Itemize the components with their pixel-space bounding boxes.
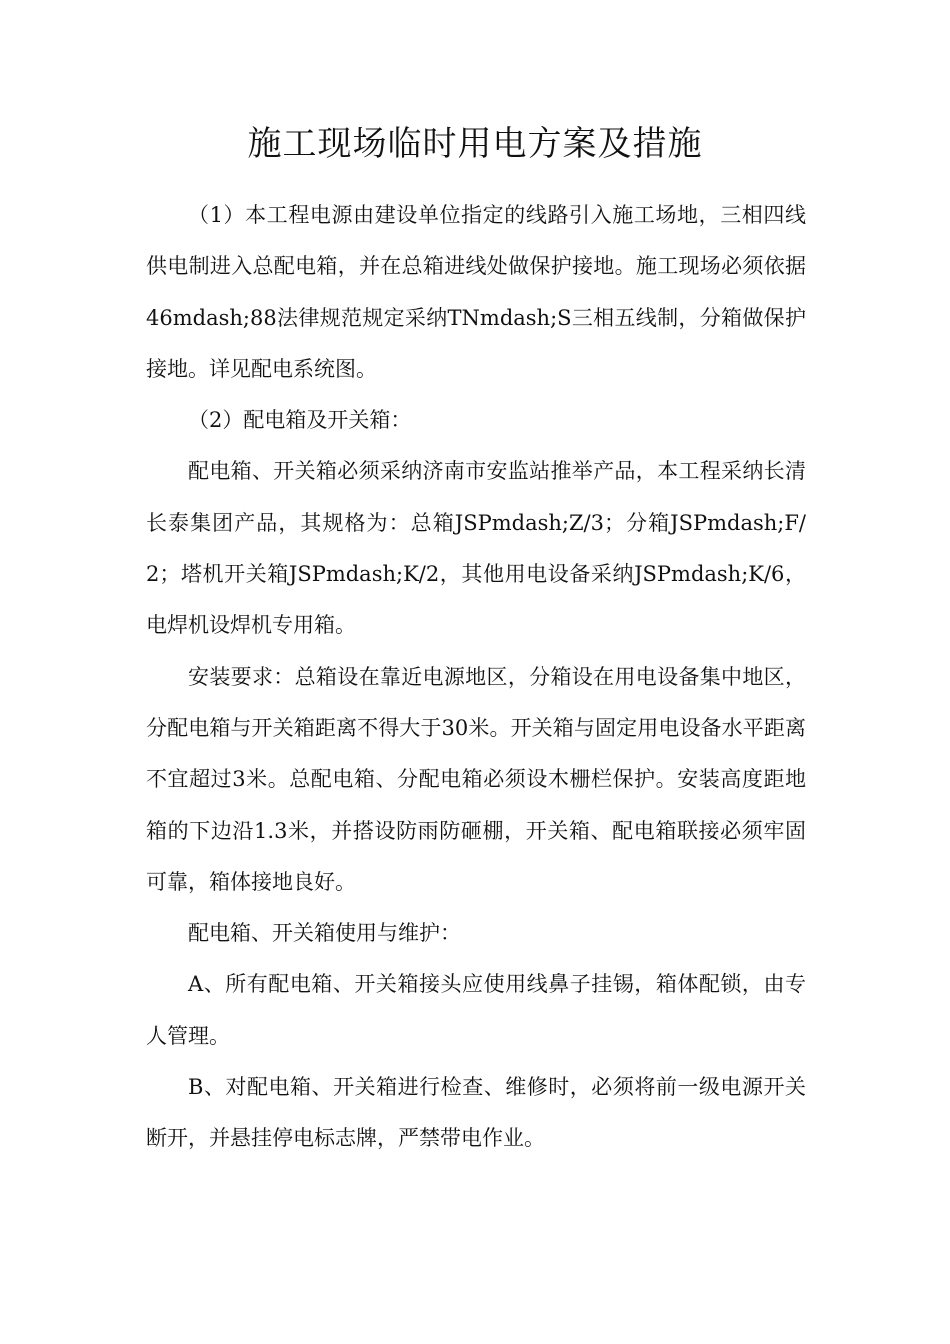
paragraph-item-a: A、所有配电箱、开关箱接头应使用线鼻子挂锡，箱体配锁，由专人管理。 xyxy=(146,972,806,1048)
paragraph-heading-boxes: （2）配电箱及开关箱： xyxy=(188,408,412,433)
document-body xyxy=(146,190,806,1165)
paragraph-heading-maintenance: 配电箱、开关箱使用与维护： xyxy=(188,921,461,946)
paragraph-item-b: B、对配电箱、开关箱进行检查、维修时，必须将前一级电源开关断开，并悬挂停电标志牌，严禁带电作业。 xyxy=(146,1075,806,1151)
document-title: 施工现场临时用电方案及措施 xyxy=(247,124,703,164)
paragraph-box-specs: 配电箱、开关箱必须采纳济南市安监站推举产品，本工程采纳长清长泰集团产品，其规格为：总箱JSPmdash;Z/3；分箱JSPmdash;F/2；塔机开关箱JSPmdash;K/2，其他用电设备采纳JSPmdash;K/6，电焊机设焊机专用箱。 xyxy=(146,459,806,638)
paragraph-power-source: （1）本工程电源由建设单位指定的线路引入施工场地，三相四线供电制进入总配电箱，并在总箱进线处做保护接地。施工现场必须依据46mdash;88法律规范规定采纳TNmdash;S三相五线制，分箱做保护接地。详见配电系统图。 xyxy=(146,203,806,381)
paragraph-installation: 安装要求：总箱设在靠近电源地区，分箱设在用电设备集中地区，分配电箱与开关箱距离不得大于30米。开关箱与固定用电设备水平距离不宜超过3米。总配电箱、分配电箱必须设木栅栏保护。安装高度距地箱的下边沿1.3米，并搭设防雨防砸棚，开关箱、配电箱联接必须牢固可靠，箱体接地良好。 xyxy=(146,664,806,894)
